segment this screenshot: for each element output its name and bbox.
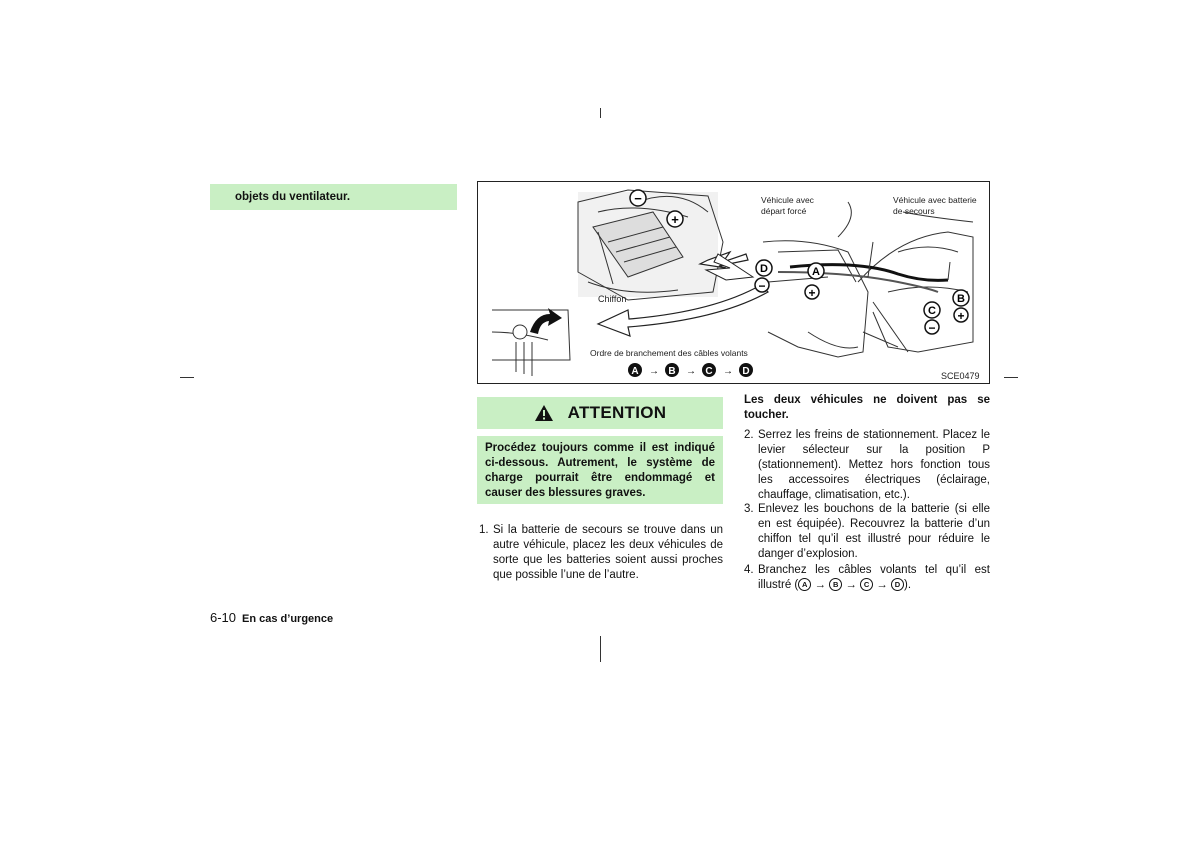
step-4-arrow-2: → — [845, 579, 857, 591]
jump-start-illustration — [477, 181, 990, 384]
step-4-number: 4. — [744, 564, 754, 576]
step-4 — [744, 563, 990, 593]
step-4-text-after: ). — [903, 579, 912, 591]
svg-text:+: + — [957, 309, 965, 323]
step-3-text: Enlevez les bouchons de la batterie (si elle en est équipée). Recouvrez la batterie d’un chiffon tel qu’il est illustré pour réduire le danger d’explosion. — [758, 503, 990, 560]
svg-text:−: − — [758, 279, 766, 293]
previous-section-text: objets du ventilateur. — [235, 191, 351, 203]
svg-text:+: + — [808, 286, 816, 300]
callout-minus-left — [755, 278, 769, 293]
sequence-arrow-3: → — [723, 366, 733, 377]
svg-text:B: B — [957, 293, 965, 305]
cable-order-label: Ordre de branchement des câbles volants — [590, 348, 748, 358]
page-footer — [210, 610, 333, 628]
sequence-arrow-2: → — [686, 366, 696, 377]
battery-engine-sketch — [578, 190, 723, 300]
step-3 — [744, 502, 990, 562]
previous-section-box — [210, 184, 457, 210]
callout-plus-left — [805, 285, 819, 300]
attention-title: ATTENTION — [567, 403, 667, 422]
warning-triangle-icon — [534, 404, 554, 422]
callout-a — [808, 263, 824, 279]
svg-text:C: C — [705, 366, 713, 377]
callout-minus-right — [925, 320, 939, 335]
crop-mark-right — [1004, 377, 1018, 378]
battery-terminal-minus-top — [630, 190, 646, 206]
svg-text:A: A — [812, 266, 820, 278]
boosted-vehicle-label-1: Véhicule avec — [761, 195, 814, 205]
svg-text:−: − — [928, 321, 936, 335]
svg-text:−: − — [634, 191, 642, 206]
svg-text:D: D — [760, 263, 768, 275]
step-2-number: 2. — [744, 429, 754, 441]
step-1-number: 1. — [479, 524, 489, 536]
callout-c — [924, 302, 940, 318]
boosted-vehicle-label-2: départ forcé — [761, 206, 807, 216]
step-4-text-before: Branchez les câbles volants tel qu’il est illustré ( — [758, 564, 990, 591]
illustration-svg — [478, 182, 989, 383]
crop-mark-bottom — [600, 636, 601, 662]
rag-label: Chiffon — [598, 294, 627, 304]
attention-body: Procédez toujours comme il est indiqué ci-dessous. Autrement, le système de charge pourrait être endommagé et causer des blessures graves. — [477, 436, 723, 504]
step-4-badge-a: A — [798, 578, 811, 591]
callout-d — [756, 260, 772, 276]
callout-plus-right — [954, 308, 968, 323]
order-sequence — [628, 363, 753, 377]
booster-vehicle-label-1: Véhicule avec batterie — [893, 195, 977, 205]
crop-mark-top — [600, 108, 601, 118]
step-3-number: 3. — [744, 503, 754, 515]
booster-vehicle-label-2: de secours — [893, 206, 935, 216]
step-4-badge-c: C — [860, 578, 873, 591]
step-4-text — [758, 563, 990, 593]
vehicles-no-touch-note: Les deux véhicules ne doivent pas se toucher. — [744, 394, 990, 421]
battery-terminal-plus-top — [667, 211, 683, 227]
attention-header — [477, 397, 723, 429]
step-2-text: Serrez les freins de stationnement. Placez le levier sélecteur sur la position P (stationnement). Mettez hors fonction tous les accessoires électriques (éclairage, chauffage, climatisation, etc.). — [758, 429, 990, 501]
step-1 — [479, 523, 723, 583]
page-number: 6-10 — [210, 610, 237, 625]
svg-text:A: A — [631, 366, 639, 377]
step-4-arrow-1: → — [814, 579, 826, 591]
svg-text:B: B — [668, 366, 676, 377]
crop-mark-left — [180, 377, 194, 378]
svg-text:C: C — [928, 305, 936, 317]
step-4-badge-b: B — [829, 578, 842, 591]
section-title: En cas d’urgence — [242, 613, 334, 625]
figure-code: SCE0479 — [941, 371, 980, 381]
svg-text:D: D — [742, 366, 750, 377]
sequence-arrow-1: → — [649, 366, 659, 377]
cap-rotation-arrow — [530, 308, 562, 334]
svg-text:+: + — [671, 212, 679, 227]
step-1-text: Si la batterie de secours se trouve dans un autre véhicule, placez les deux véhicules de sorte que les batteries soient aussi proches que possible l’une de l’autre. — [493, 524, 723, 581]
step-4-arrow-3: → — [876, 579, 888, 591]
callout-b — [953, 290, 969, 306]
step-4-badge-d: D — [891, 578, 904, 591]
step-2 — [744, 428, 990, 503]
